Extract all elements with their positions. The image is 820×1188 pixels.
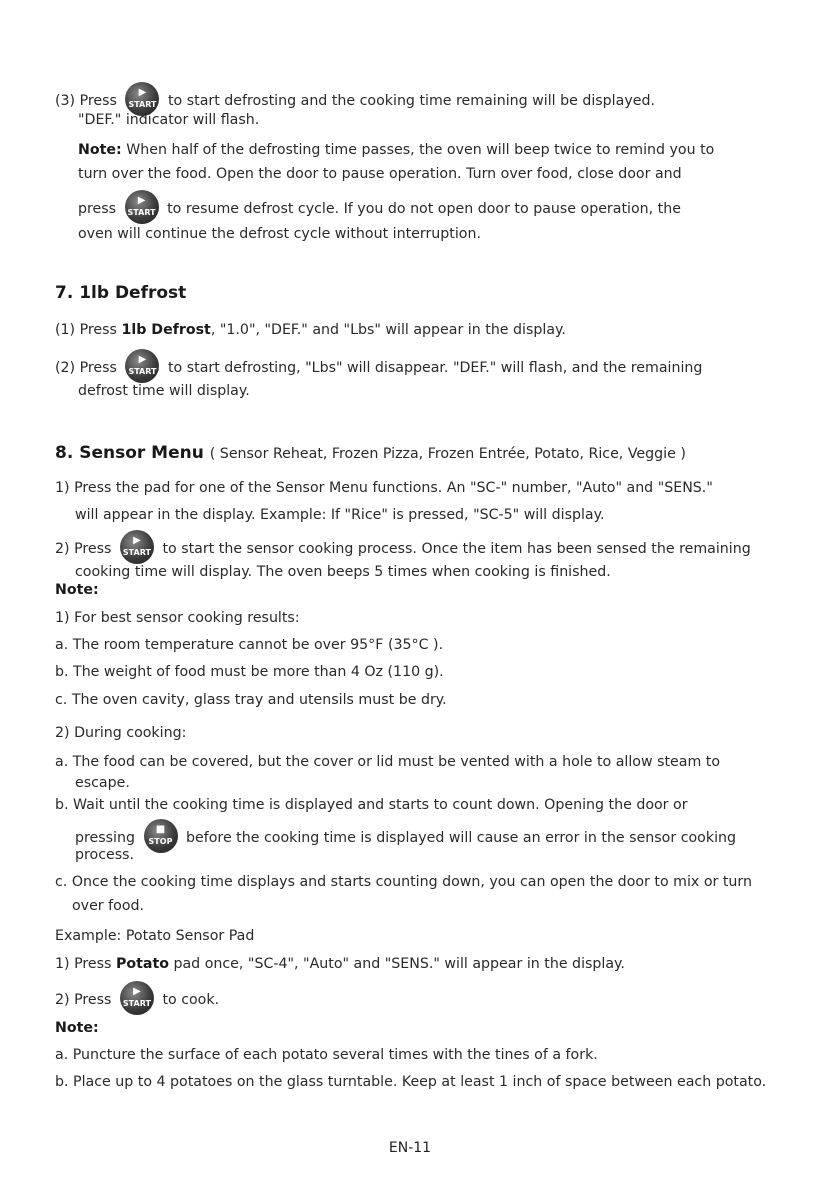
note-label: Note:: [78, 142, 122, 158]
intro-line-2: "DEF." indicator will flash.: [78, 112, 260, 128]
s7-line-1: (1) Press 1lb Defrost, "1.0", "DEF." and "Lbs" will appear in the display.: [55, 322, 566, 338]
s8-line-1: 1) Press the pad for one of the Sensor Menu functions. An "SC-" number, "Auto" and "SENS.": [55, 480, 713, 496]
s8-line-3: 2) Press ▶ START to start the sensor cooking process. Once the item has been sensed the remaining: [55, 532, 751, 566]
note-line: escape.: [75, 775, 130, 791]
note-line-stop: pressing ■ STOP before the cooking time is displayed will cause an error in the sensor cooking: [75, 821, 736, 855]
section-7-heading: 7. 1lb Defrost: [55, 283, 187, 303]
note-line: a. The room temperature cannot be over 95°F (35°C ).: [55, 637, 444, 653]
start-button-icon: ▶ START: [125, 82, 159, 116]
potato-note-a: a. Puncture the surface of each potato several times with the tines of a fork.: [55, 1047, 598, 1063]
note-line: c. Once the cooking time displays and starts counting down, you can open the door to mix or turn: [55, 874, 752, 890]
s7-line-2: (2) Press ▶ START to start defrosting, "Lbs" will disappear. "DEF." will flash, and the remaining: [55, 351, 702, 385]
note-line: process.: [75, 847, 135, 863]
intro-note: Note: When half of the defrosting time passes, the oven will beep twice to remind you to: [78, 142, 715, 158]
note-line: b. Wait until the cooking time is displayed and starts to count down. Opening the door or: [55, 797, 688, 813]
start-button-icon: ▶ START: [125, 349, 159, 383]
note-line: over food.: [72, 898, 145, 914]
start-button-icon: ▶ START: [120, 530, 154, 564]
s8-line-2: will appear in the display. Example: If "Rice" is pressed, "SC-5" will display.: [75, 507, 605, 523]
potato-note-b: b. Place up to 4 potatoes on the glass turntable. Keep at least 1 inch of space between each potato.: [55, 1074, 767, 1090]
example-title: Example: Potato Sensor Pad: [55, 928, 255, 944]
page-number: EN-11: [388, 1140, 432, 1156]
start-button-icon: ▶ START: [120, 981, 154, 1015]
s7-line-3: defrost time will display.: [78, 383, 250, 399]
section-8-heading: 8. Sensor Menu ( Sensor Reheat, Frozen Pizza, Frozen Entrée, Potato, Rice, Veggie ): [55, 443, 686, 463]
section-8-subtitle: ( Sensor Reheat, Frozen Pizza, Frozen Entrée, Potato, Rice, Veggie ): [209, 446, 686, 462]
note-line: b. The weight of food must be more than 4 Oz (110 g).: [55, 664, 444, 680]
s8-line-4: cooking time will display. The oven beeps 5 times when cooking is finished.: [75, 564, 611, 580]
example-line-2: 2) Press ▶ START to cook.: [55, 983, 219, 1017]
note-line: c. The oven cavity, glass tray and utensils must be dry.: [55, 692, 447, 708]
start-button-icon: ▶ START: [125, 190, 159, 224]
intro-line-5: press ▶ START to resume defrost cycle. If you do not open door to pause operation, the: [78, 192, 681, 226]
intro-line-1: (3) Press ▶ START to start defrosting and the cooking time remaining will be displayed.: [55, 84, 655, 118]
note-line: a. The food can be covered, but the cover or lid must be vented with a hole to allow steam to: [55, 754, 721, 770]
intro-line-6: oven will continue the defrost cycle without interruption.: [78, 226, 481, 242]
note-line: 2) During cooking:: [55, 725, 187, 741]
note-line: 1) For best sensor cooking results:: [55, 610, 300, 626]
stop-button-icon: ■ STOP: [144, 819, 178, 853]
intro-line-4: turn over the food. Open the door to pause operation. Turn over food, close door and: [78, 166, 682, 182]
note-label: Note:: [55, 1020, 99, 1036]
example-line-1: 1) Press Potato pad once, "SC-4", "Auto" and "SENS." will appear in the display.: [55, 956, 625, 972]
note-label: Note:: [55, 582, 99, 598]
